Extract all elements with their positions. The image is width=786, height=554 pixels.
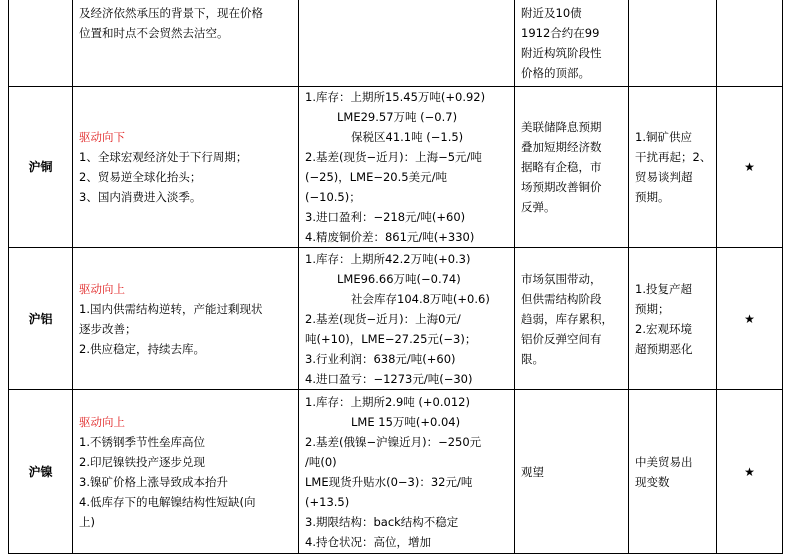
commodity-name: 沪铝 [9,248,73,390]
fundamental-line: 2.基差(俄镍−沪镍近月)：−250元 [305,434,482,449]
fundamental-line: (+13.5) [305,494,350,509]
driver-cell [73,248,299,390]
driver-line: 2.供应稳定，持续去库。 [79,341,205,356]
driver-line: 2、贸易逆全球化抬头； [79,170,202,184]
commodity-analysis-table [8,0,783,554]
risk-cell [629,0,717,87]
fundamentals-cell [299,390,515,554]
risk-line: 预期。 [635,190,670,204]
driver-line: 3、国内消费进入淡季。 [79,190,202,204]
view-line: 价格的顶部。 [521,66,590,80]
view-line: 铝价反弹空间有 [521,331,602,346]
driver-line: 逐步改善； [79,321,137,336]
risk-line: 2.宏观环境 [635,321,692,336]
driver-title: 驱动向上 [79,414,125,429]
view-line: 反弹。 [521,200,556,214]
driver-line: 位置和时点不会贸然去沽空。 [79,26,229,40]
fundamental-line: 4.持仓状况：高位，增加 [305,534,431,549]
fundamental-line: 2.基差(现货−近月)：上海−5元/吨 [305,150,482,164]
fundamental-line: /吨(0) [305,454,337,469]
driver-title: 驱动向下 [79,130,125,144]
rating-cell [717,0,783,87]
fundamentals-cell [299,248,515,390]
fundamentals-cell [299,87,515,248]
table-row [9,390,783,554]
driver-line: 2.印尼镍铁投产逐步兑现 [79,454,205,469]
driver-cell [73,0,299,87]
star-rating: ★ [717,248,783,390]
driver-line: 上) [79,514,95,529]
risk-cell [629,248,717,390]
fundamental-line: LME 15万吨(+0.04) [351,414,461,429]
fundamental-line: 3.行业利润：638元/吨(+60) [305,351,456,366]
driver-line: 4.低库存下的电解镍结构性短缺(向 [79,494,256,509]
view-line: 据略有企稳，市 [521,160,602,174]
view-line: 1912合约在99 [521,26,600,40]
fundamental-line: 2.基差(现货−近月)：上海0元/ [305,311,461,326]
star-rating: ★ [717,390,783,554]
risk-line: 贸易谈判超 [635,170,693,184]
driver-line: 1、全球宏观经济处于下行周期； [79,150,248,164]
view-cell [515,390,629,554]
commodity-name: 沪镍 [9,390,73,554]
fundamental-line: 3.期限结构：back结构不稳定 [305,514,459,529]
view-line: 趋弱，库存累积， [521,311,613,326]
view-cell [515,87,629,248]
driver-line: 1.不锈钢季节性垒库高位 [79,434,205,449]
view-cell [515,248,629,390]
view-line: 附近构筑阶段性 [521,46,602,60]
fundamental-line: 吨(+10)，LME−27.25元(−3)； [305,331,477,346]
fundamental-line: 1.库存：上期所15.45万吨(+0.92) [305,90,486,104]
view-line: 附近及10债 [521,6,582,20]
driver-line: 及经济依然承压的背景下，现在价格 [79,6,263,20]
view-line: 但供需结构阶段 [521,291,602,306]
fundamental-line: (−10.5)； [305,190,361,204]
fundamental-line: 社会库存104.8万吨(+0.6) [351,291,490,306]
risk-line: 干扰再起；2、 [635,150,712,164]
table-row [9,0,783,87]
fundamental-line: 4.进口盈亏：−1273元/吨(−30) [305,371,473,386]
driver-line: 1.国内供需结构逆转，产能过剩现状 [79,301,263,316]
commodity-name: 沪铜 [9,87,73,248]
fundamentals-cell [299,0,515,87]
risk-line: 超预期恶化 [635,341,693,356]
risk-line: 1.铜矿供应 [635,130,692,144]
fundamental-line: 保税区41.1吨 (−1.5) [351,130,464,144]
view-line: 市场氛围带动， [521,271,602,286]
name-cell [9,0,73,87]
fundamental-line: 4.精废铜价差：861元/吨(+330) [305,230,475,244]
fundamental-line: LME现货升贴水(0−3)：32元/吨 [305,474,473,489]
view-line: 美联储降息预期 [521,120,602,134]
fundamental-line: (−25)，LME−20.5美元/吨 [305,170,447,184]
fundamental-line: 1.库存：上期所42.2万吨(+0.3) [305,251,471,266]
driver-title: 驱动向上 [79,281,125,296]
view-line: 限。 [521,351,544,366]
fundamental-line: 3.进口盈利：−218元/吨(+60) [305,210,466,224]
star-rating: ★ [717,87,783,248]
view-line: 观望 [521,464,544,479]
risk-line: 现变数 [635,474,670,489]
fundamental-line: LME29.57万吨 (−0.7) [337,110,458,124]
risk-cell [629,390,717,554]
driver-cell [73,390,299,554]
view-line: 叠加短期经济数 [521,140,602,154]
risk-line: 1.投复产超 [635,281,692,296]
driver-line: 3.镍矿价格上涨导致成本抬升 [79,474,228,489]
table-row [9,248,783,390]
risk-line: 中美贸易出 [635,454,693,469]
fundamental-line: 1.库存：上期所2.9吨 (+0.012) [305,394,470,409]
risk-cell [629,87,717,248]
view-cell [515,0,629,87]
table-row [9,87,783,248]
view-line: 场预期改善铜价 [521,180,602,194]
fundamental-line: LME96.66万吨(−0.74) [337,271,461,286]
risk-line: 预期； [635,301,670,316]
driver-cell [73,87,299,248]
